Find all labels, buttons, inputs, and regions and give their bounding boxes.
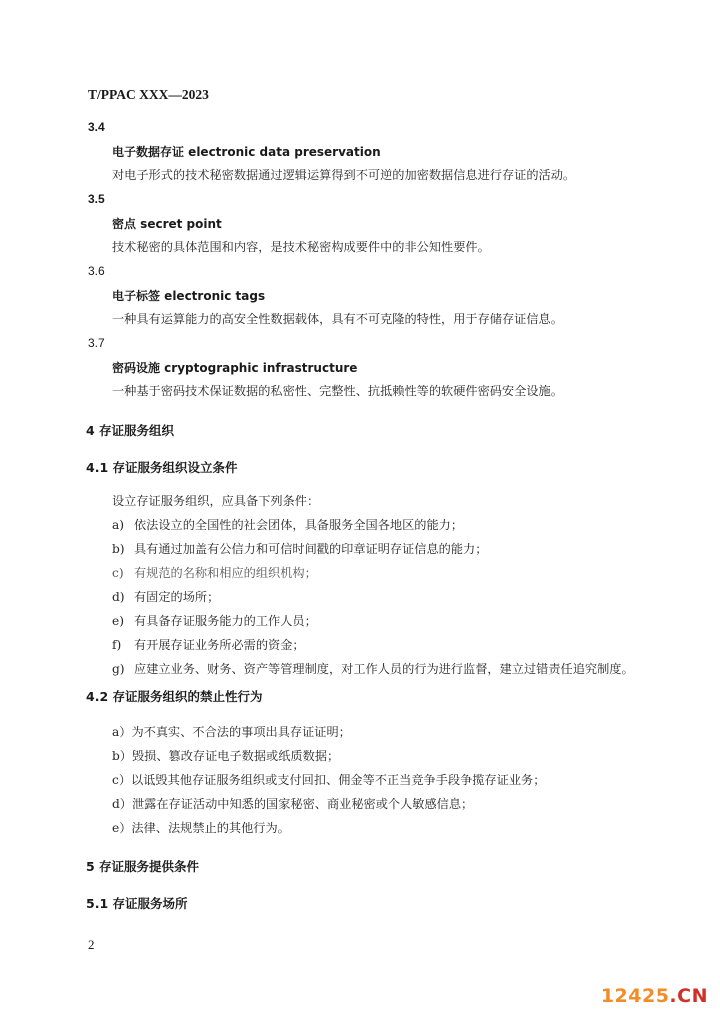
term-title: 电子数据存证 electronic data preservation (112, 145, 381, 159)
term-title: 电子标签 electronic tags (112, 289, 266, 303)
list-item: f) 有开展存证业务所必需的资金； (112, 638, 305, 652)
term-definition: 一种基于密码技术保证数据的私密性、完整性、抗抵赖性等的软硬件密码安全设施。 (112, 384, 563, 398)
paragraph: 设立存证服务组织，应具备下列条件： (112, 494, 320, 508)
term-definition: 技术秘密的具体范围和内容，是技术秘密构成要件中的非公知性要件。 (112, 240, 490, 254)
subsection-heading: 5.1 存证服务场所 (86, 896, 188, 911)
term-title: 密码设施 cryptographic infrastructure (112, 361, 358, 375)
subsection-heading: 4.2 存证服务组织的禁止性行为 (86, 689, 263, 704)
term-definition: 对电子形式的技术秘密数据通过逻辑运算得到不可逆的加密数据信息进行存证的活动。 (112, 168, 576, 182)
list-item: e）法律、法规禁止的其他行为。 (112, 821, 290, 835)
list-item: c) 有规范的名称和相应的组织机构； (112, 566, 317, 580)
term-title: 密点 secret point (112, 217, 222, 231)
list-item: b) 具有通过加盖有公信力和可信时间戳的印章证明存证信息的能力； (112, 542, 488, 556)
document-header: T/PPAC XXX—2023 (88, 87, 209, 102)
clause-number: 3.4 (88, 120, 105, 134)
clause-number: 3.6 (88, 264, 105, 278)
watermark-domain: .CN (669, 985, 708, 1007)
section-heading: 4 存证服务组织 (86, 423, 175, 438)
section-heading: 5 存证服务提供条件 (86, 859, 200, 874)
list-item: d）泄露在存证活动中知悉的国家秘密、商业秘密或个人敏感信息； (112, 797, 474, 811)
list-item: b）毁损、篡改存证电子数据或纸质数据； (112, 749, 340, 763)
list-item: a) 依法设立的全国性的社会团体，具备服务全国各地区的能力； (112, 518, 464, 532)
list-item: c）以诋毁其他存证服务组织或支付回扣、佣金等不正当竞争手段争揽存证业务； (112, 773, 546, 787)
list-item: d) 有固定的场所； (112, 590, 220, 604)
list-item: a）为不真实、不合法的事项出具存证证明； (112, 725, 351, 739)
term-definition: 一种具有运算能力的高安全性数据载体，具有不可克隆的特性，用于存储存证信息。 (112, 312, 563, 326)
watermark-digits: 12425 (600, 985, 670, 1007)
clause-number: 3.5 (88, 192, 105, 206)
clause-number: 3.7 (88, 336, 105, 350)
subsection-heading: 4.1 存证服务组织设立条件 (86, 460, 238, 475)
watermark-logo (601, 985, 708, 1007)
list-item: e) 有具备存证服务能力的工作人员； (112, 614, 317, 628)
list-item: g) 应建立业务、财务、资产等管理制度，对工作人员的行为进行监督，建立过错责任追究制度。 (112, 662, 634, 676)
page-number: 2 (88, 937, 95, 952)
